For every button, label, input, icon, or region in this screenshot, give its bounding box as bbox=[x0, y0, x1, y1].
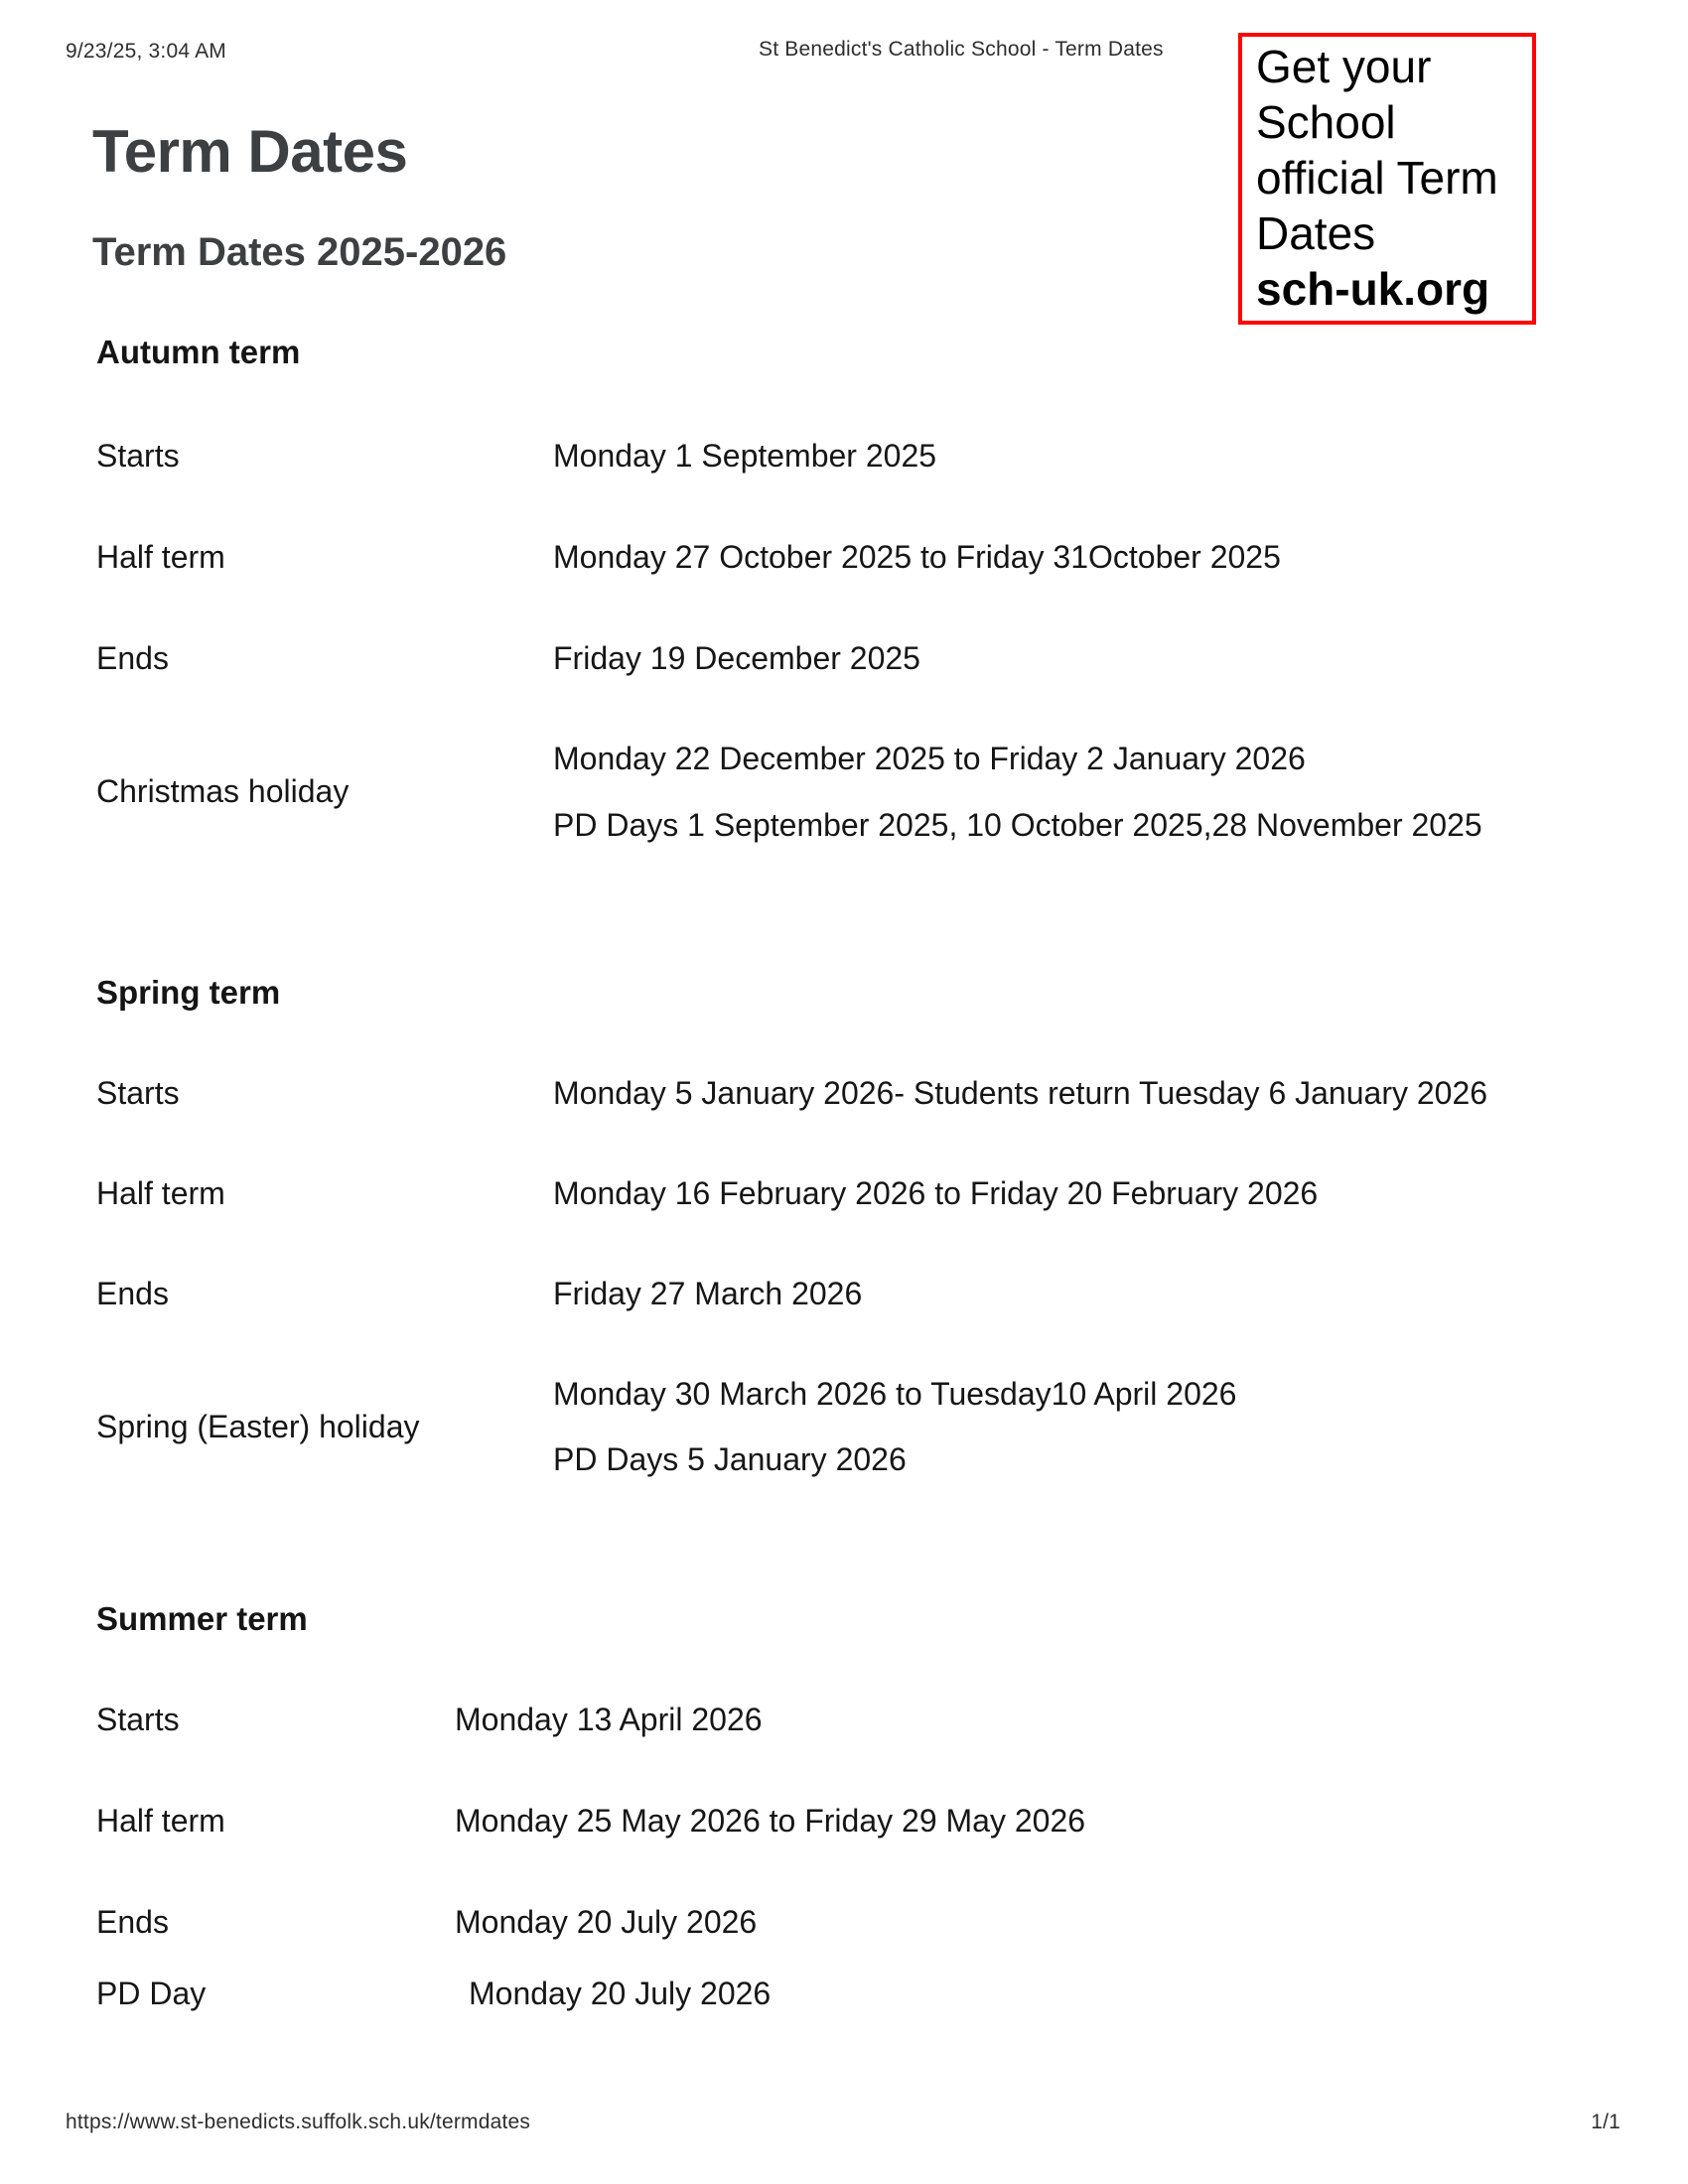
row-value: Monday 30 March 2026 to Tuesday10 April 2026 bbox=[553, 1376, 1237, 1412]
row-label: Ends bbox=[96, 640, 169, 676]
row-value: Friday 19 December 2025 bbox=[553, 640, 920, 676]
row-label: Starts bbox=[96, 438, 180, 474]
page-title: Term Dates bbox=[92, 118, 408, 185]
section-title-summer: Summer term bbox=[96, 1600, 308, 1637]
row-label: Starts bbox=[96, 1075, 180, 1111]
promo-line: official Term bbox=[1256, 152, 1498, 204]
row-value2: PD Days 5 January 2026 bbox=[553, 1441, 907, 1477]
promo-line: School bbox=[1256, 96, 1396, 148]
page-subtitle: Term Dates 2025-2026 bbox=[92, 230, 507, 274]
row-label: PD Day bbox=[96, 1976, 207, 2011]
print-footer-url: https://www.st-benedicts.suffolk.sch.uk/termdates bbox=[66, 2111, 531, 2133]
row-label: Starts bbox=[96, 1702, 180, 1737]
section-title-spring: Spring term bbox=[96, 974, 281, 1011]
row-value: Monday 5 January 2026- Students return Tuesday 6 January 2026 bbox=[553, 1075, 1488, 1111]
row-value: Monday 22 December 2025 to Friday 2 January 2026 bbox=[553, 741, 1306, 776]
row-value: Monday 16 February 2026 to Friday 20 February 2026 bbox=[553, 1175, 1319, 1211]
row-value: Monday 25 May 2026 to Friday 29 May 2026 bbox=[455, 1803, 1086, 1839]
row-label: Ends bbox=[96, 1904, 169, 1940]
row-value: Monday 1 September 2025 bbox=[553, 438, 937, 474]
section-title-autumn: Autumn term bbox=[96, 334, 301, 370]
row-label: Half term bbox=[96, 1175, 225, 1211]
row-label: Spring (Easter) holiday bbox=[96, 1409, 420, 1444]
row-label: Half term bbox=[96, 1803, 225, 1839]
row-value: Monday 27 October 2025 to Friday 31October 2025 bbox=[553, 539, 1281, 575]
row-label: Ends bbox=[96, 1276, 169, 1311]
row-label: Half term bbox=[96, 539, 225, 575]
row-value: Monday 13 April 2026 bbox=[455, 1702, 763, 1737]
row-value: Monday 20 July 2026 bbox=[469, 1976, 772, 2011]
promo-ad-box[interactable] bbox=[1238, 33, 1536, 325]
print-footer-page-number: 1/1 bbox=[1591, 2111, 1620, 2133]
print-header-title: St Benedict's Catholic School - Term Dates bbox=[759, 38, 1164, 61]
row-label: Christmas holiday bbox=[96, 773, 350, 809]
promo-line: Get your bbox=[1256, 41, 1432, 92]
promo-line: Dates bbox=[1256, 207, 1376, 259]
row-value: Monday 20 July 2026 bbox=[455, 1904, 758, 1940]
promo-domain[interactable]: sch-uk.org bbox=[1256, 263, 1490, 315]
row-value2: PD Days 1 September 2025, 10 October 2025,28 November 2025 bbox=[553, 807, 1482, 843]
row-value: Friday 27 March 2026 bbox=[553, 1276, 863, 1311]
print-header-datetime: 9/23/25, 3:04 AM bbox=[66, 40, 226, 63]
